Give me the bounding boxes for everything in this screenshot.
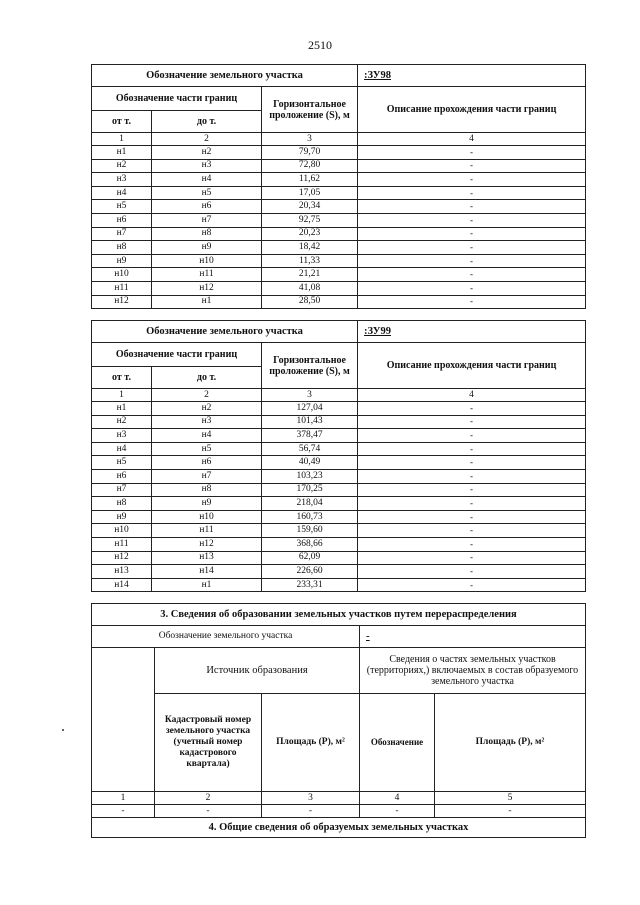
table-row xyxy=(92,537,586,551)
table-row xyxy=(92,281,586,295)
description-cell: - xyxy=(358,415,586,429)
table-row xyxy=(92,524,586,538)
table-row xyxy=(92,146,586,160)
plot-designation-value: :ЗУ99 xyxy=(358,321,586,343)
to-point-header: до т. xyxy=(152,367,262,389)
to-point-cell: н3 xyxy=(152,159,262,173)
plot-designation-label: Обозначение земельного участка xyxy=(92,65,358,87)
boundary-part-header: Обозначение части границ xyxy=(92,343,262,367)
section4-title: 4. Общие сведения об образуемых земельных участках xyxy=(92,818,586,838)
description-cell: - xyxy=(358,469,586,483)
table-row xyxy=(92,469,586,483)
source-header: Источник образования xyxy=(155,648,360,694)
column-number: 4 xyxy=(360,792,435,805)
to-point-cell: н6 xyxy=(152,456,262,470)
table-cell: - xyxy=(155,805,262,818)
distance-cell: 11,33 xyxy=(262,254,358,268)
column-number: 1 xyxy=(92,792,155,805)
from-point-header: от т. xyxy=(92,367,152,389)
column-number: 2 xyxy=(152,389,262,402)
to-point-cell: н1 xyxy=(152,295,262,309)
to-point-cell: н7 xyxy=(152,469,262,483)
table-row xyxy=(92,429,586,443)
table-row xyxy=(92,565,586,579)
to-point-cell: н9 xyxy=(152,497,262,511)
distance-cell: 21,21 xyxy=(262,268,358,282)
description-cell: - xyxy=(358,281,586,295)
to-point-cell: н12 xyxy=(152,281,262,295)
table-cell: - xyxy=(435,805,586,818)
empty-cell xyxy=(92,648,155,792)
to-point-cell: н8 xyxy=(152,227,262,241)
distance-cell: 103,23 xyxy=(262,469,358,483)
distance-cell: 62,09 xyxy=(262,551,358,565)
distance-cell: 368,66 xyxy=(262,537,358,551)
column-number: 3 xyxy=(262,133,358,146)
column-number: 3 xyxy=(262,792,360,805)
from-point-cell: н9 xyxy=(92,510,152,524)
to-point-cell: н8 xyxy=(152,483,262,497)
from-point-cell: н2 xyxy=(92,415,152,429)
from-point-cell: н4 xyxy=(92,186,152,200)
distance-cell: 72,80 xyxy=(262,159,358,173)
boundary-table-zu99 xyxy=(91,320,586,592)
table-row xyxy=(92,173,586,187)
distance-cell: 92,75 xyxy=(262,213,358,227)
distance-cell: 20,34 xyxy=(262,200,358,214)
to-point-cell: н4 xyxy=(152,173,262,187)
from-point-cell: н6 xyxy=(92,213,152,227)
parts-info-header: Сведения о частях земельных участков (территориях,) включаемых в состав образуемого земельного участка xyxy=(360,648,586,694)
column-number: 1 xyxy=(92,133,152,146)
boundary-part-header: Обозначение части границ xyxy=(92,87,262,111)
distance-cell: 160,73 xyxy=(262,510,358,524)
to-point-header: до т. xyxy=(152,111,262,133)
from-point-cell: н10 xyxy=(92,268,152,282)
from-point-cell: н8 xyxy=(92,241,152,255)
to-point-cell: н2 xyxy=(152,146,262,160)
table-row xyxy=(92,442,586,456)
from-point-cell: н3 xyxy=(92,429,152,443)
table-cell: - xyxy=(360,805,435,818)
description-cell: - xyxy=(358,200,586,214)
table-row xyxy=(92,456,586,470)
section3-title: 3. Сведения об образовании земельных участков путем перераспределения xyxy=(92,604,586,626)
to-point-cell: н5 xyxy=(152,442,262,456)
from-point-cell: н2 xyxy=(92,159,152,173)
to-point-cell: н12 xyxy=(152,537,262,551)
table-cell: - xyxy=(92,805,155,818)
horizontal-distance-header: Горизонтальное проложение (S), м xyxy=(262,343,358,389)
description-cell: - xyxy=(358,578,586,592)
distance-cell: 18,42 xyxy=(262,241,358,255)
description-cell: - xyxy=(358,268,586,282)
distance-cell: 28,50 xyxy=(262,295,358,309)
table-row xyxy=(92,415,586,429)
distance-cell: 218,04 xyxy=(262,497,358,511)
table-row xyxy=(92,186,586,200)
section3-plot-designation-value: - xyxy=(360,626,586,648)
table-row xyxy=(92,551,586,565)
distance-cell: 226,60 xyxy=(262,565,358,579)
distance-cell: 378,47 xyxy=(262,429,358,443)
description-cell: - xyxy=(358,510,586,524)
description-cell: - xyxy=(358,213,586,227)
description-cell: - xyxy=(358,442,586,456)
from-point-cell: н6 xyxy=(92,469,152,483)
page-number: 2510 xyxy=(308,38,332,52)
description-cell: - xyxy=(358,429,586,443)
from-point-cell: н1 xyxy=(92,146,152,160)
description-cell: - xyxy=(358,254,586,268)
distance-cell: 127,04 xyxy=(262,402,358,416)
rows-zu98 xyxy=(92,146,586,309)
from-point-cell: н11 xyxy=(92,537,152,551)
cadastral-number-header: Кадастровый номер земельного участка (учетный номер кадастрового квартала) xyxy=(155,694,262,792)
table-row xyxy=(92,402,586,416)
to-point-cell: н5 xyxy=(152,186,262,200)
section3-table xyxy=(91,603,586,838)
from-point-header: от т. xyxy=(92,111,152,133)
from-point-cell: н5 xyxy=(92,200,152,214)
description-cell: - xyxy=(358,295,586,309)
table-row xyxy=(92,497,586,511)
to-point-cell: н13 xyxy=(152,551,262,565)
description-cell: - xyxy=(358,456,586,470)
table-row xyxy=(92,213,586,227)
from-point-cell: н8 xyxy=(92,497,152,511)
table-row xyxy=(92,159,586,173)
to-point-cell: н7 xyxy=(152,213,262,227)
description-cell: - xyxy=(358,537,586,551)
plot-designation-value: :ЗУ98 xyxy=(358,65,586,87)
distance-cell: 170,25 xyxy=(262,483,358,497)
description-cell: - xyxy=(358,159,586,173)
to-point-cell: н14 xyxy=(152,565,262,579)
table-row xyxy=(92,268,586,282)
distance-cell: 101,43 xyxy=(262,415,358,429)
to-point-cell: н10 xyxy=(152,254,262,268)
distance-cell: 233,31 xyxy=(262,578,358,592)
column-number: 3 xyxy=(262,389,358,402)
description-cell: - xyxy=(358,524,586,538)
to-point-cell: н1 xyxy=(152,578,262,592)
table-cell: - xyxy=(262,805,360,818)
to-point-cell: н9 xyxy=(152,241,262,255)
from-point-cell: н10 xyxy=(92,524,152,538)
description-cell: - xyxy=(358,227,586,241)
distance-cell: 20,23 xyxy=(262,227,358,241)
scan-speck xyxy=(62,729,64,731)
table-row xyxy=(92,241,586,255)
description-cell: - xyxy=(358,146,586,160)
horizontal-distance-header: Горизонтальное проложение (S), м xyxy=(262,87,358,133)
from-point-cell: н11 xyxy=(92,281,152,295)
table-row xyxy=(92,295,586,309)
to-point-cell: н10 xyxy=(152,510,262,524)
from-point-cell: н13 xyxy=(92,565,152,579)
to-point-cell: н3 xyxy=(152,415,262,429)
rows-zu99 xyxy=(92,402,586,592)
column-number: 5 xyxy=(435,792,586,805)
from-point-cell: н4 xyxy=(92,442,152,456)
description-cell: - xyxy=(358,497,586,511)
from-point-cell: н1 xyxy=(92,402,152,416)
from-point-cell: н14 xyxy=(92,578,152,592)
distance-cell: 159,60 xyxy=(262,524,358,538)
table-row xyxy=(92,510,586,524)
from-point-cell: н12 xyxy=(92,295,152,309)
distance-cell: 11,62 xyxy=(262,173,358,187)
to-point-cell: н11 xyxy=(152,524,262,538)
from-point-cell: н5 xyxy=(92,456,152,470)
to-point-cell: н11 xyxy=(152,268,262,282)
column-number: 4 xyxy=(358,389,586,402)
description-header: Описание прохождения части границ xyxy=(358,87,586,133)
to-point-cell: н6 xyxy=(152,200,262,214)
table-row xyxy=(92,200,586,214)
boundary-table-zu98 xyxy=(91,64,586,309)
table-row xyxy=(92,483,586,497)
description-cell: - xyxy=(358,565,586,579)
to-point-cell: н4 xyxy=(152,429,262,443)
table-row xyxy=(92,578,586,592)
area-header-2: Площадь (Р), м² xyxy=(435,694,586,792)
description-cell: - xyxy=(358,241,586,255)
table-row xyxy=(92,227,586,241)
designation-header: Обозначение xyxy=(360,694,435,792)
from-point-cell: н7 xyxy=(92,227,152,241)
column-number: 2 xyxy=(155,792,262,805)
column-number: 1 xyxy=(92,389,152,402)
from-point-cell: н7 xyxy=(92,483,152,497)
description-cell: - xyxy=(358,483,586,497)
distance-cell: 17,05 xyxy=(262,186,358,200)
description-header: Описание прохождения части границ xyxy=(358,343,586,389)
plot-designation-label: Обозначение земельного участка xyxy=(92,321,358,343)
distance-cell: 56,74 xyxy=(262,442,358,456)
description-cell: - xyxy=(358,173,586,187)
distance-cell: 79,70 xyxy=(262,146,358,160)
description-cell: - xyxy=(358,402,586,416)
column-number: 2 xyxy=(152,133,262,146)
distance-cell: 40,49 xyxy=(262,456,358,470)
area-header: Площадь (Р), м² xyxy=(262,694,360,792)
table-row xyxy=(92,254,586,268)
section3-plot-designation-label: Обозначение земельного участка xyxy=(92,626,360,648)
description-cell: - xyxy=(358,551,586,565)
from-point-cell: н3 xyxy=(92,173,152,187)
from-point-cell: н12 xyxy=(92,551,152,565)
description-cell: - xyxy=(358,186,586,200)
from-point-cell: н9 xyxy=(92,254,152,268)
distance-cell: 41,08 xyxy=(262,281,358,295)
column-number: 4 xyxy=(358,133,586,146)
to-point-cell: н2 xyxy=(152,402,262,416)
